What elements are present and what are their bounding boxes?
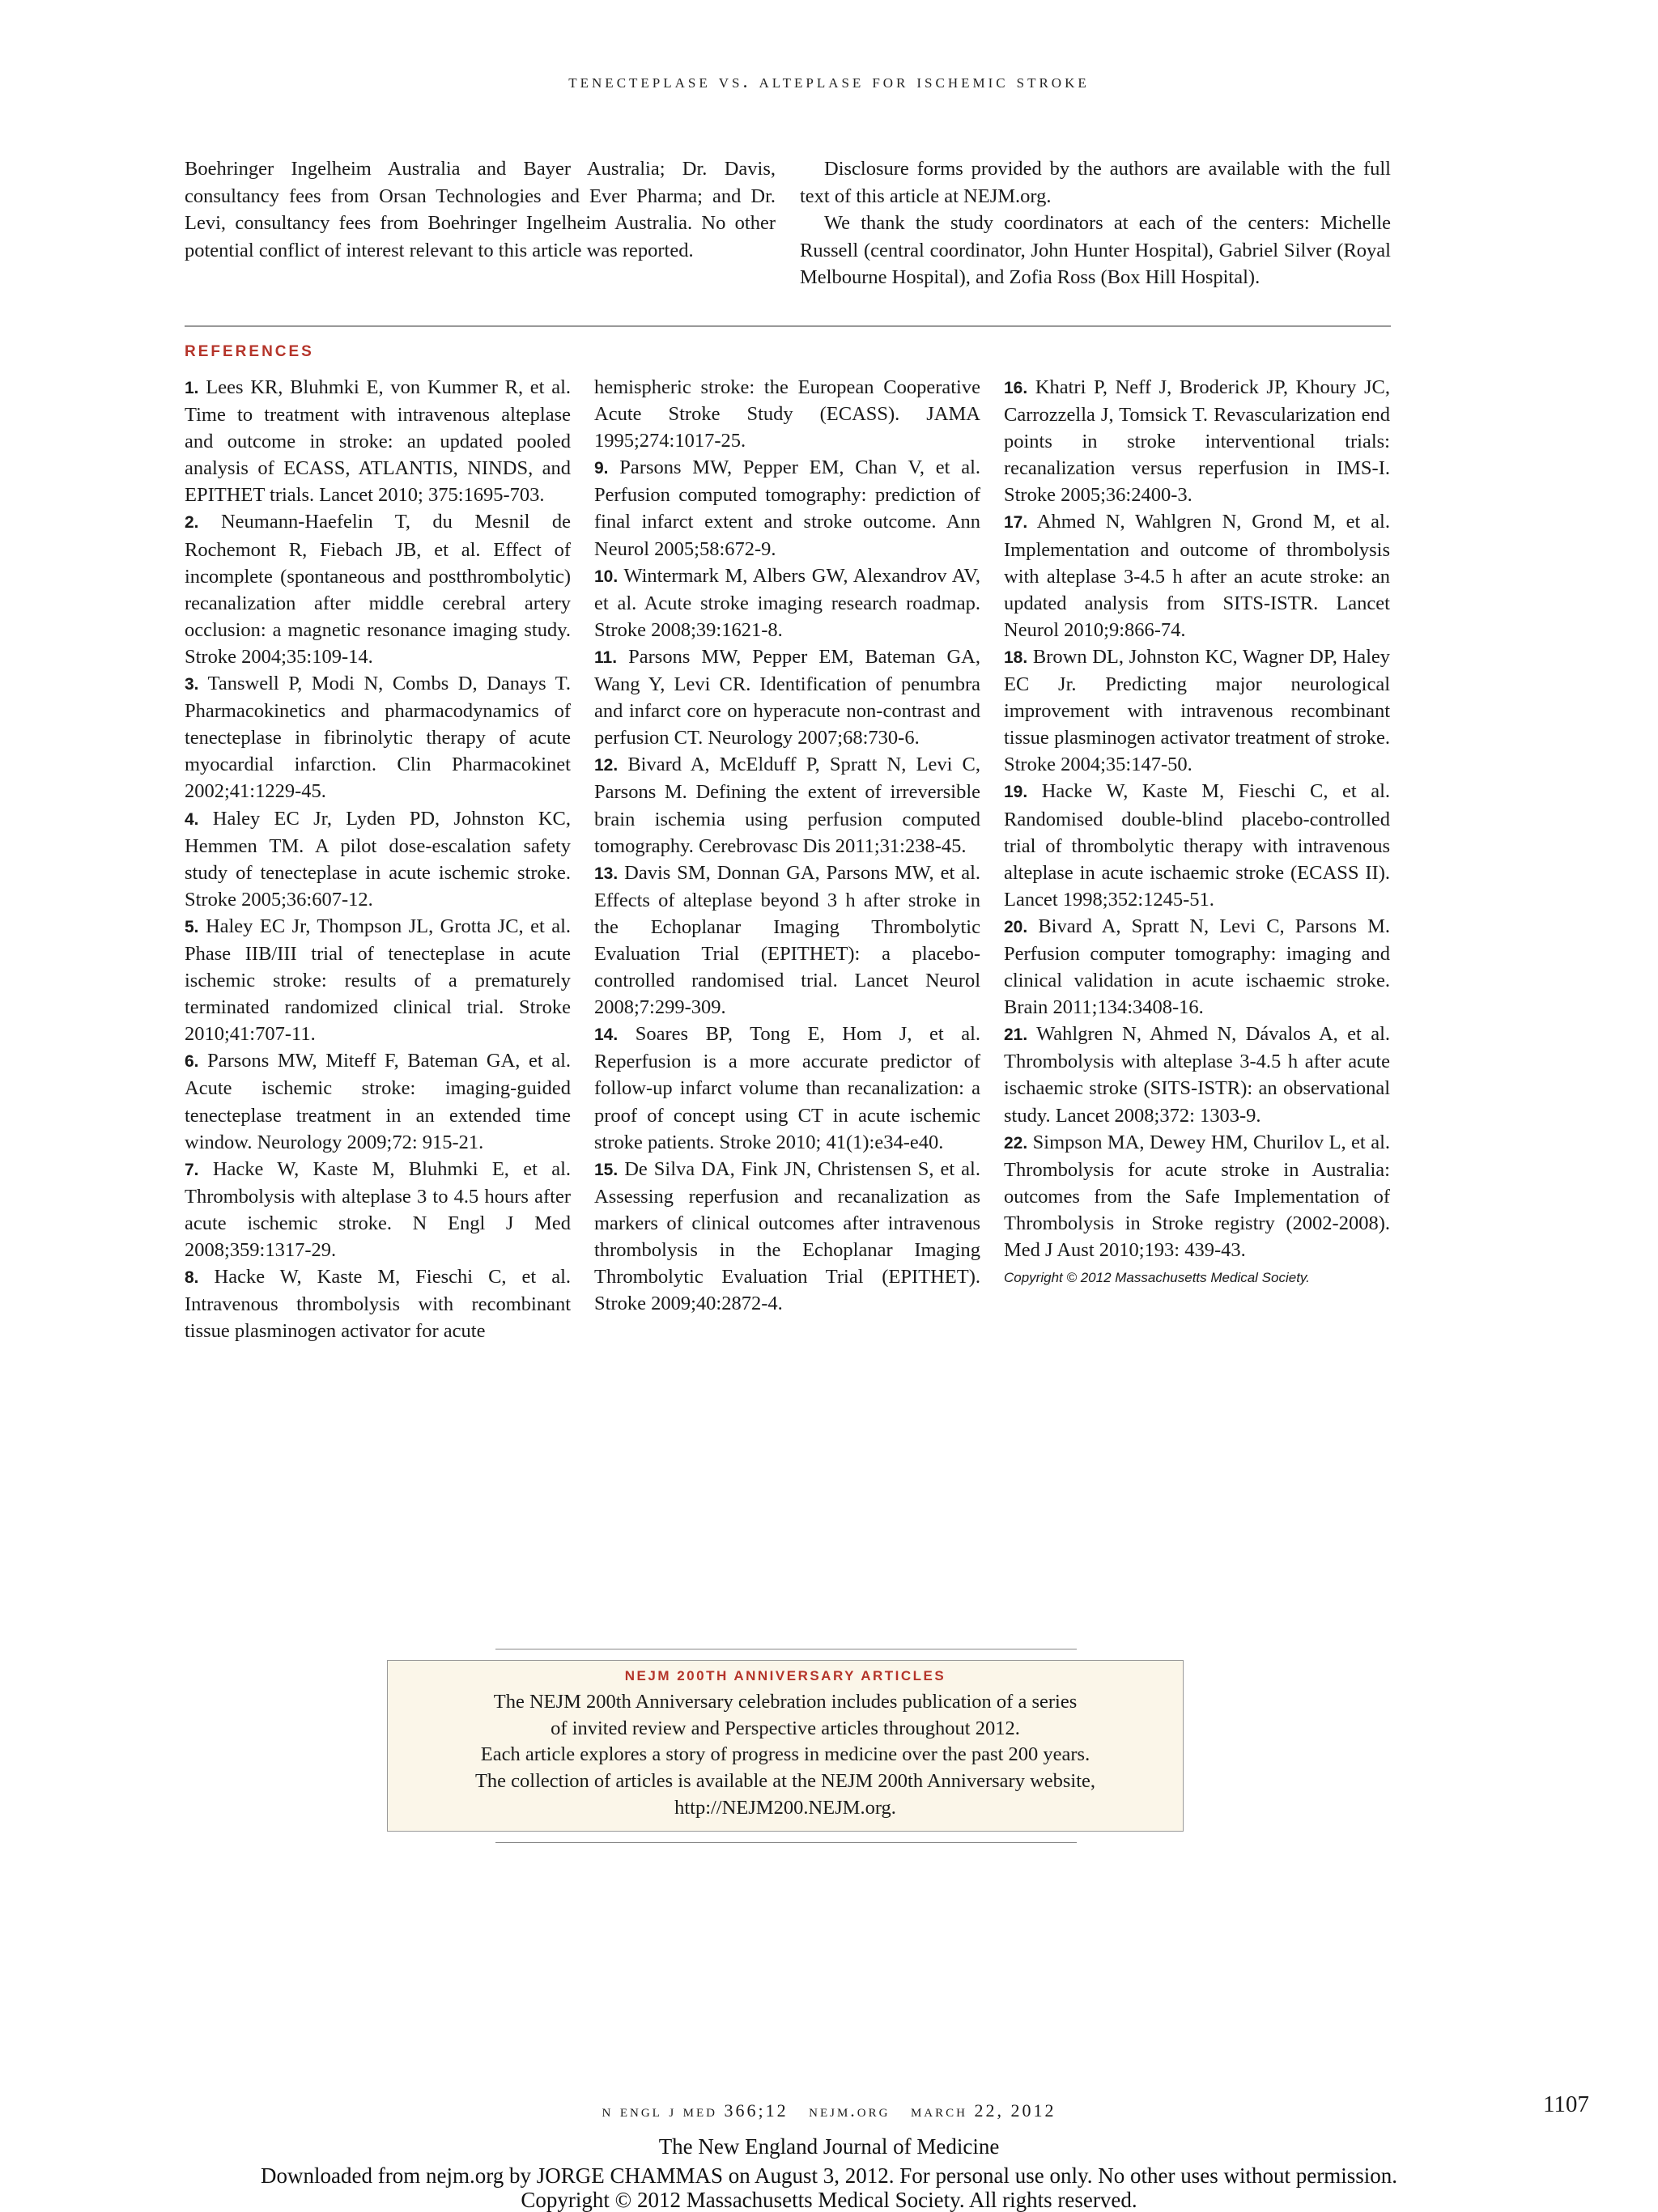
reference-text: Hacke W, Kaste M, Fieschi C, et al. Randomised double-blind placebo-controlled trial of thrombolytic therapy with intravenous alteplase in acute ischaemic stroke (ECASS II). Lancet 1998;352:1245-51. (1004, 780, 1390, 911)
reference-text: Parsons MW, Pepper EM, Bateman GA, Wang Y, Levi CR. Identification of penumbra and infarct core on hyperacute non-contrast and perfusion CT. Neurology 2007;68:730-6. (594, 645, 980, 749)
reference-text: Simpson MA, Dewey HM, Churilov L, et al. Thrombolysis for acute stroke in Australia: outcomes from the Safe Implementation of Thrombolysis in Stroke registry (2002-2008). Med J Aust 2010;193: 439-43. (1004, 1131, 1390, 1261)
thanks-paragraph: We thank the study coordinators at each of the centers: Michelle Russell (central coordinator, John Hunter Hospital), Gabriel Silver (Royal Melbourne Hospital), and Zofia Ross (Box Hill Hospital). (800, 212, 1391, 288)
reference-item (594, 374, 980, 454)
references-column-3 (1004, 374, 1390, 1344)
reference-text: Hacke W, Kaste M, Fieschi C, et al. Intravenous thrombolysis with recombinant tissue plasminogen activator for acute (185, 1266, 572, 1343)
anniversary-line: The NEJM 200th Anniversary celebration includes publication of a series (493, 1691, 1078, 1713)
reference-number: 12. (594, 756, 619, 775)
reference-number: 4. (185, 809, 199, 829)
reference-item (185, 374, 571, 508)
reference-text: De Silva DA, Fink JN, Christensen S, et al. Assessing reperfusion and recanalization as markers of clinical outcomes after intravenous thrombolysis in the Echoplanar Imaging Thrombolytic Evaluation Trial (EPITHET). Stroke 2009;40:2872-4. (594, 1157, 980, 1315)
reference-text: Hacke W, Kaste M, Bluhmki E, et al. Thrombolysis with alteplase 3 to 4.5 hours after acute ischemic stroke. N Engl J Med 2008;359:1317-29. (185, 1157, 572, 1261)
disclosure-forms-paragraph: Disclosure forms provided by the authors are available with the full text of this article at NEJM.org. (800, 158, 1391, 207)
reference-number: 1. (185, 379, 199, 397)
reference-text: Soares BP, Tong E, Hom J, et al. Reperfusion is a more accurate predictor of follow-up infarct volume than recanalization: a proof of concept using CT in acute ischemic stroke patients. Stroke 2010; 41(1):e34-e40. (594, 1023, 981, 1153)
reference-item (594, 643, 980, 751)
reference-number: 9. (594, 459, 609, 478)
reference-text: Neumann-Haefelin T, du Mesnil de Rochemont R, Fiebach JB, et al. Effect of incomplete (spontaneous and postthrombolytic) recanalization after middle cerebral artery occlusion: a magnetic resonance imaging study. Stroke 2004;35:109-14. (185, 511, 572, 668)
reference-text: Davis SM, Donnan GA, Parsons MW, et al. Effects of alteplase beyond 3 h after stroke in the Echoplanar Imaging Thrombolytic Evaluation Trial (EPITHET): a placebo-controlled randomised trial. Lancet Neurol 2008;7:299-309. (594, 861, 981, 1019)
reference-number: 20. (1004, 917, 1028, 936)
reference-item (1004, 643, 1390, 778)
reference-text: Haley EC Jr, Lyden PD, Johnston KC, Hemmen TM. A pilot dose-escalation safety study of tenecteplase in acute ischemic stroke. Stroke 2005;36:607-12. (185, 807, 571, 911)
reference-item (185, 508, 571, 670)
reference-item (1004, 1129, 1390, 1263)
reference-number: 16. (1004, 379, 1028, 397)
acknowledgments-section (185, 155, 1391, 291)
reference-item (185, 1263, 571, 1344)
references-heading: REFERENCES (185, 343, 314, 360)
references-column-2 (594, 374, 980, 1344)
reference-item (185, 670, 571, 805)
reference-number: 13. (594, 864, 619, 883)
reference-text: Ahmed N, Wahlgren N, Grond M, et al. Implementation and outcome of thrombolysis with alteplase 3-4.5 h after an acute stroke: an updated analysis from SITS-ISTR. Lancet Neurol 2010;9:866-74. (1004, 511, 1390, 641)
reference-number: 2. (185, 513, 199, 533)
reference-text: Bivard A, Spratt N, Levi C, Parsons M. Perfusion computer tomography: imaging and clinical validation in acute ischaemic stroke. Brain 2011;134:3408-16. (1004, 915, 1390, 1019)
reference-number: 15. (594, 1160, 619, 1179)
anniversary-box-title: NEJM 200TH ANNIVERSARY ARTICLES (624, 1668, 946, 1683)
reference-number: 21. (1004, 1025, 1028, 1045)
reference-number: 18. (1004, 647, 1028, 667)
disclosure-column (185, 155, 776, 291)
reference-text: Haley EC Jr, Thompson JL, Grotta JC, et al. Phase IIB/III trial of tenecteplase in acute ischemic stroke: results of a prematurely terminated randomized clinical trial. Stroke 2010;41:707-11. (185, 915, 571, 1046)
reference-item (1004, 1021, 1390, 1128)
download-journal-name: The New England Journal of Medicine (658, 2134, 1000, 2159)
download-notice: Downloaded from nejm.org by JORGE CHAMMAS on August 3, 2012. For personal use only. No other uses without permission. (261, 2163, 1397, 2188)
anniversary-box-body (388, 1689, 1183, 1822)
reference-item (185, 1047, 571, 1155)
reference-number: 10. (594, 567, 619, 586)
section-divider (185, 325, 1391, 327)
reference-text: Wintermark M, Albers GW, Alexandrov AV, et al. Acute stroke imaging research roadmap. Stroke 2008;39:1621-8. (594, 564, 980, 641)
reference-text: Parsons MW, Pepper EM, Chan V, et al. Perfusion computed tomography: prediction of final infarct extent and stroke outcome. Ann Neurol 2005;58:672-9. (594, 456, 981, 560)
reference-text: Parsons MW, Miteff F, Bateman GA, et al. Acute ischemic stroke: imaging-guided tenecteplase treatment in an extended time window. Neurology 2009;72: 915-21. (185, 1050, 571, 1153)
reference-number: 14. (594, 1025, 619, 1045)
reference-number: 6. (185, 1052, 199, 1072)
anniversary-box (387, 1660, 1184, 1832)
reference-item (594, 860, 980, 1021)
box-bottom-rule (495, 1842, 1077, 1843)
reference-text: Brown DL, Johnston KC, Wagner DP, Haley EC Jr. Predicting major neurological improvement with intravenous recombinant tissue plasminogen activator treatment of stroke. Stroke 2004;35:147-50. (1004, 645, 1390, 776)
reference-item (1004, 508, 1390, 643)
reference-item (1004, 913, 1390, 1021)
disclosure-paragraph: Boehringer Ingelheim Australia and Bayer Australia; Dr. Davis, consultancy fees from Orsan Technologies and Ever Pharma; and Dr. Levi, consultancy fees from Boehringer Ingelheim Australia. No other potential conflict of interest relevant to this article was reported. (185, 158, 776, 261)
reference-item (594, 751, 980, 859)
reference-text: Bivard A, McElduff P, Spratt N, Levi C, Parsons M. Defining the extent of irreversible brain ischemia using perfusion computed tomography. Cerebrovasc Dis 2011;31:238-45. (594, 754, 980, 857)
reference-item (185, 913, 571, 1047)
reference-text: Lees KR, Bluhmki E, von Kummer R, et al. Time to treatment with intravenous alteplase and outcome in stroke: an updated pooled analysis of ECASS, ATLANTIS, NINDS, and EPITHET trials. Lancet 2010; 375:1695-703. (185, 376, 571, 507)
reference-item (1004, 778, 1390, 912)
reference-item (594, 1021, 980, 1155)
reference-text: Wahlgren N, Ahmed N, Dávalos A, et al. Thrombolysis with alteplase 3-4.5 h after acute ischaemic stroke (SITS-ISTR): an observational study. Lancet 2008;372: 1303-9. (1004, 1023, 1390, 1127)
references-column-1 (185, 374, 571, 1344)
reference-number: 22. (1004, 1133, 1028, 1153)
download-copyright: Copyright © 2012 Massachusetts Medical Society. All rights reserved. (521, 2188, 1137, 2212)
footer-citation: n engl j med 366;12 nejm.org march 22, 2012 (602, 2100, 1056, 2121)
reference-item (594, 454, 980, 562)
reference-number: 3. (185, 675, 199, 694)
reference-item (594, 563, 980, 643)
acknowledgments-column (800, 155, 1391, 291)
reference-number: 19. (1004, 783, 1028, 802)
reference-number: 8. (185, 1268, 199, 1288)
anniversary-line: Each article explores a story of progress in medicine over the past 200 years. (480, 1743, 1090, 1766)
reference-item (1004, 374, 1390, 508)
running-head: tenecteplase vs. alteplase for ischemic stroke (568, 71, 1090, 92)
reference-item (185, 805, 571, 913)
reference-text: Khatri P, Neff J, Broderick JP, Khoury JC, Carrozzella J, Tomsick T. Revascularization end points in stroke interventional trials: recanalization versus reperfusion in IMS-I. Stroke 2005;36:2400-3. (1004, 376, 1390, 507)
reference-number: 17. (1004, 513, 1028, 533)
reference-number: 11. (594, 647, 618, 667)
article-copyright: Copyright © 2012 Massachusetts Medical Society. (1004, 1270, 1310, 1286)
anniversary-line: of invited review and Perspective articles throughout 2012. (551, 1717, 1020, 1739)
anniversary-line: The collection of articles is available at the NEJM 200th Anniversary website, (474, 1770, 1096, 1793)
reference-number: 5. (185, 917, 199, 936)
page-number: 1107 (1543, 2091, 1589, 2117)
reference-text: Tanswell P, Modi N, Combs D, Danays T. Pharmacokinetics and pharmacodynamics of tenecteplase in fibrinolytic therapy of acute myocardial infarction. Clin Pharmacokinet 2002;41:1229-45. (185, 673, 571, 803)
references-list (185, 374, 1391, 1344)
reference-item (594, 1156, 980, 1318)
anniversary-url[interactable]: http://NEJM200.NEJM.org. (674, 1796, 896, 1819)
reference-item (185, 1156, 571, 1263)
reference-text: hemispheric stroke: the European Cooperative Acute Stroke Study (ECASS). JAMA 1995;274:1017-25. (594, 376, 980, 452)
reference-number: 7. (185, 1160, 199, 1179)
